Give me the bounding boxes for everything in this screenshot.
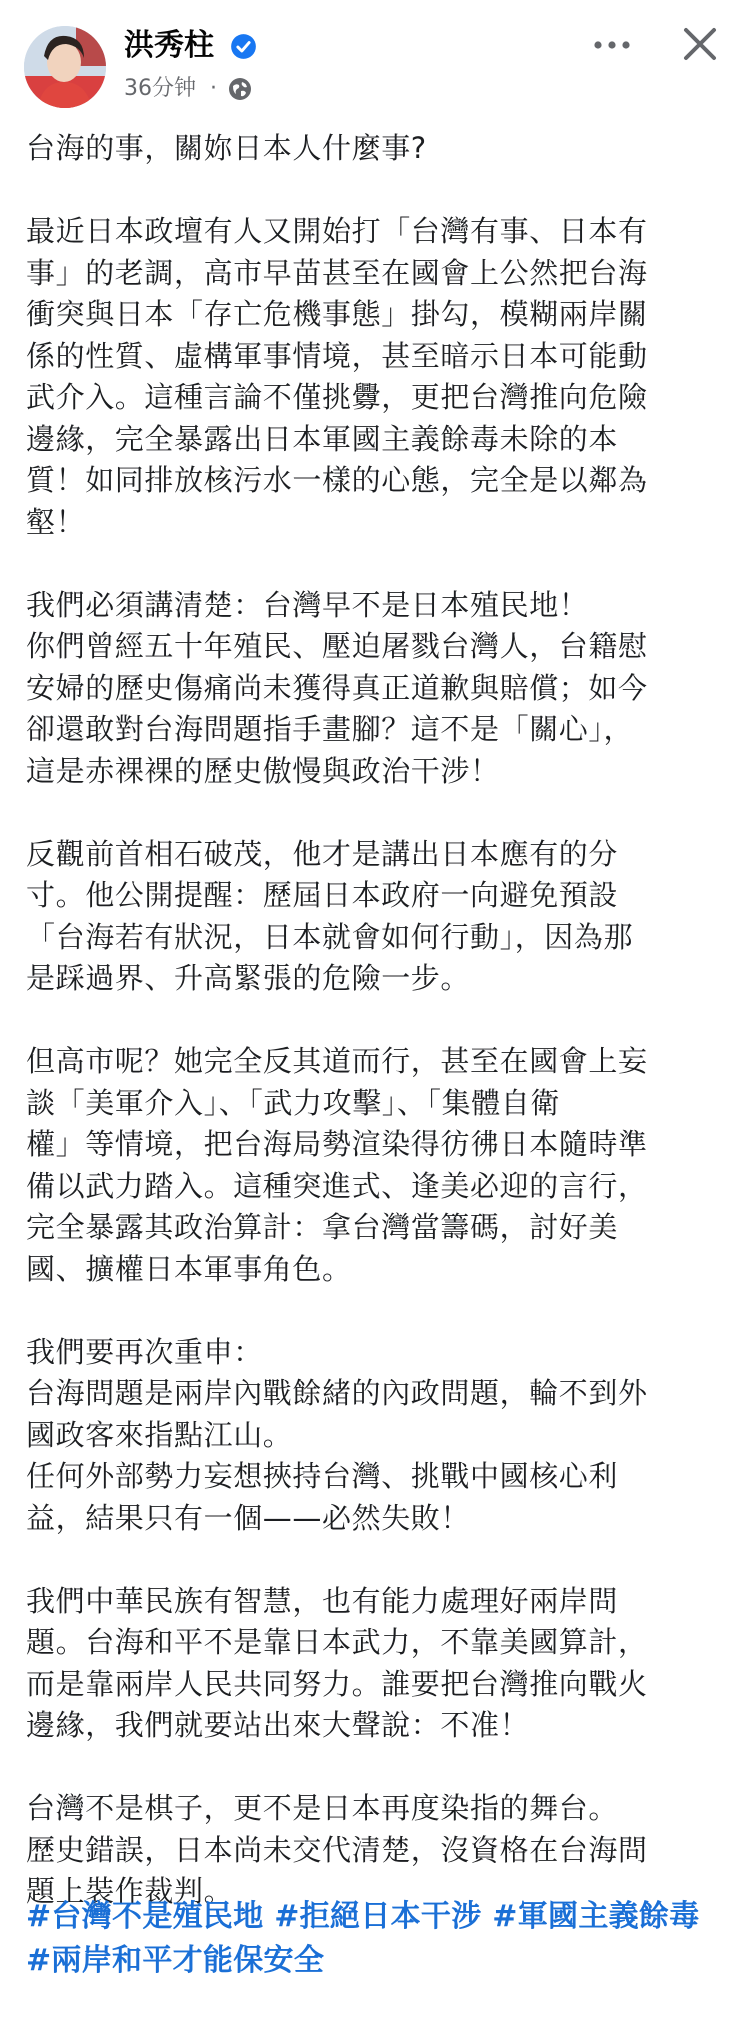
post-paragraph: 我們要再次重申： 台海問題是兩岸內戰餘緒的內政問題，輪不到外 國政客來指點江山。 任何外部勢力妄想挾持台灣、挑戰中國核心利 益，結果只有一個——必然失敗！ (26, 1334, 648, 1535)
post-paragraph: 但高市呢？她完全反其道而行，甚至在國會上妄 談「美軍介入」、「武力攻擊」、「集體自衛 權」等情境，把台海局勢渲染得彷彿日本隨時準 備以武力踏入。這種突進式、逢美必迎的言行， 完全暴露其政治算計：拿台灣當籌碼，討好美 國、擴權日本軍事角色。 (26, 1044, 648, 1286)
verified-badge-icon (230, 33, 257, 60)
post-text (26, 128, 726, 1913)
post-header (0, 0, 742, 118)
post-timestamp[interactable]: 36分钟 (124, 76, 196, 101)
author-name[interactable]: 洪秀柱 (124, 28, 214, 63)
post-paragraph: 台灣不是棋子，更不是日本再度染指的舞台。 歷史錯誤，日本尚未交代清楚，沒資格在台海問 題上裝作裁判。 (26, 1791, 648, 1908)
post-paragraph: 反觀前首相石破茂，他才是講出日本應有的分 寸。他公開提醒：歷屆日本政府一向避免預設 「台海若有狀況，日本就會如何行動」，因為那 是踩過界、升高緊張的危險一步。 (26, 836, 634, 995)
post-paragraph: 台海的事，關妳日本人什麼事? (26, 131, 427, 165)
post-paragraph: 我們必須講清楚：台灣早不是日本殖民地！ 你們曾經五十年殖民、壓迫屠戮台灣人，台籍慰 安婦的歷史傷痛尚未獲得真正道歉與賠償；如今 卻還敢對台海問題指手畫腳？這不是「關心」， 這是赤裸裸的歷史傲慢與政治干涉！ (26, 587, 648, 788)
hashtag-link[interactable]: #兩岸和平才能保安全 (26, 1943, 325, 1978)
hashtag-list (26, 1895, 731, 1983)
more-options-icon[interactable] (590, 30, 634, 60)
author-avatar[interactable] (24, 26, 106, 108)
timestamp-separator: · (210, 76, 217, 101)
globe-icon[interactable] (228, 77, 252, 101)
hashtag-link[interactable]: #台灣不是殖民地 (26, 1899, 264, 1934)
hashtag-link[interactable]: #軍國主義餘毒 (492, 1899, 700, 1934)
hashtag-link[interactable]: #拒絕日本干涉 (274, 1899, 482, 1934)
post-paragraph: 我們中華民族有智慧，也有能力處理好兩岸問 題。台海和平不是靠日本武力，不靠美國算計， 而是靠兩岸人民共同努力。誰要把台灣推向戰火 邊緣，我們就要站出來大聲說：不准！ (26, 1583, 648, 1742)
post-paragraph: 最近日本政壇有人又開始打「台灣有事、日本有 事」的老調，高市早苗甚至在國會上公然把台海 衝突與日本「存亡危機事態」掛勾，模糊兩岸關 係的性質、虛構軍事情境，甚至暗示日本可能動 武介入。這種言論不僅挑釁，更把台灣推向危險 邊緣，完全暴露出日本軍國主義餘毒未除的本 質！如同排放核污水一樣的心態，完全是以鄰為 壑！ (26, 214, 648, 539)
close-icon[interactable] (680, 24, 720, 64)
